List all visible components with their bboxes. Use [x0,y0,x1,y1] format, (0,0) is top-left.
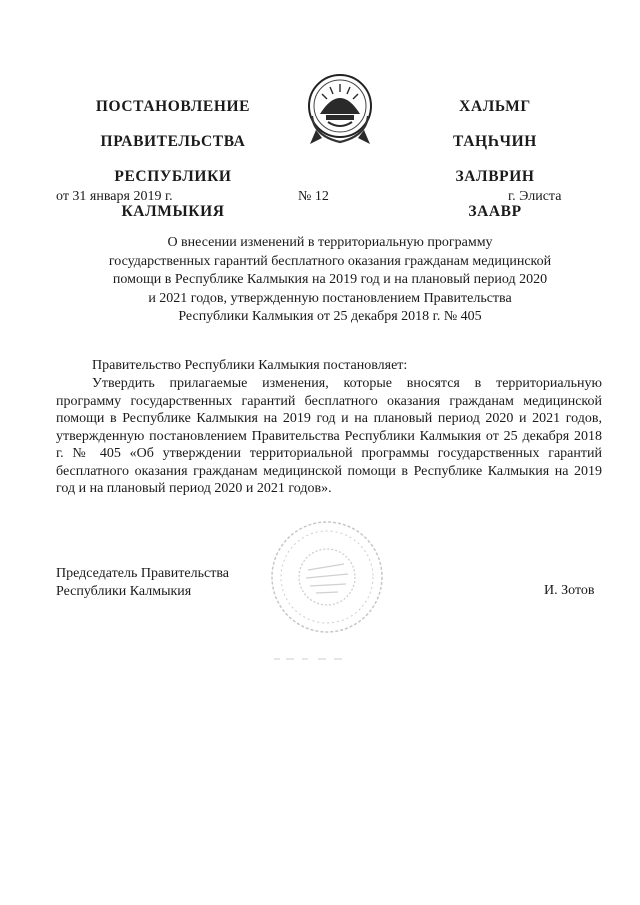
title-line: Республики Калмыкия от 25 декабря 2018 г. № 405 [178,309,482,325]
header-left-title [88,80,258,238]
header-left-line: ПОСТАНОВЛЕНИЕ [95,97,251,115]
title-line: помощи в Республике Калмыкия на 2019 год и на плановый период 2020 [112,272,548,288]
document-date: от 31 января 2019 г. [56,189,173,204]
header-right-line: ТАҢҺЧИН [453,132,537,150]
document-title [60,234,600,327]
header-left-line: КАЛМЫКИЯ [121,202,225,220]
official-seal-stamp [268,518,386,636]
signatory-name: И. Зотов [544,583,595,598]
header-right-line: ЗАЛВРИН [455,167,535,185]
document-city: г. Элиста [508,189,562,204]
header-right-title [430,80,560,238]
signatory-position-line: Республики Калмыкия [56,584,192,599]
faint-scan-marks [274,657,344,661]
header-right-line: ХАЛЬМГ [459,97,531,115]
header-right-line: ЗААВР [468,202,522,220]
signatory-position-line: Председатель Правительства [56,566,229,581]
coat-of-arms-emblem [306,70,374,148]
document-number: № 12 [298,189,329,204]
title-line: и 2021 годов, утвержденную постановлением Правительства [148,290,512,306]
body-paragraph: Утвердить прилагаемые изменения, которые вносятся в территориальную программу государственных гарантий бесплатного оказания гражданам медицинской помощи в Республике Калмыкия на 2019 год и на плановый период 2020 и 2021 годов, утвержденную постановлением Правительства Республики Калмыкия от 25 декабря 2018 г. № 405 «Об утверждении территориальной программы государственных гарантий бесплатного оказания гражданам медицинской помощи в Республике Калмыкия на 2019 год и на плановый период 2020 и 2021 годов». [56,376,602,496]
body-intro: Правительство Республики Калмыкия постановляет: [92,358,408,373]
header-left-line: ПРАВИТЕЛЬСТВА [100,132,246,150]
header-left-line: РЕСПУБЛИКИ [114,167,232,185]
title-line: О внесении изменений в территориальную программу [167,235,493,250]
title-line: государственных гарантий бесплатного оказания гражданам медицинской [108,253,552,269]
signatory-position [56,565,229,601]
